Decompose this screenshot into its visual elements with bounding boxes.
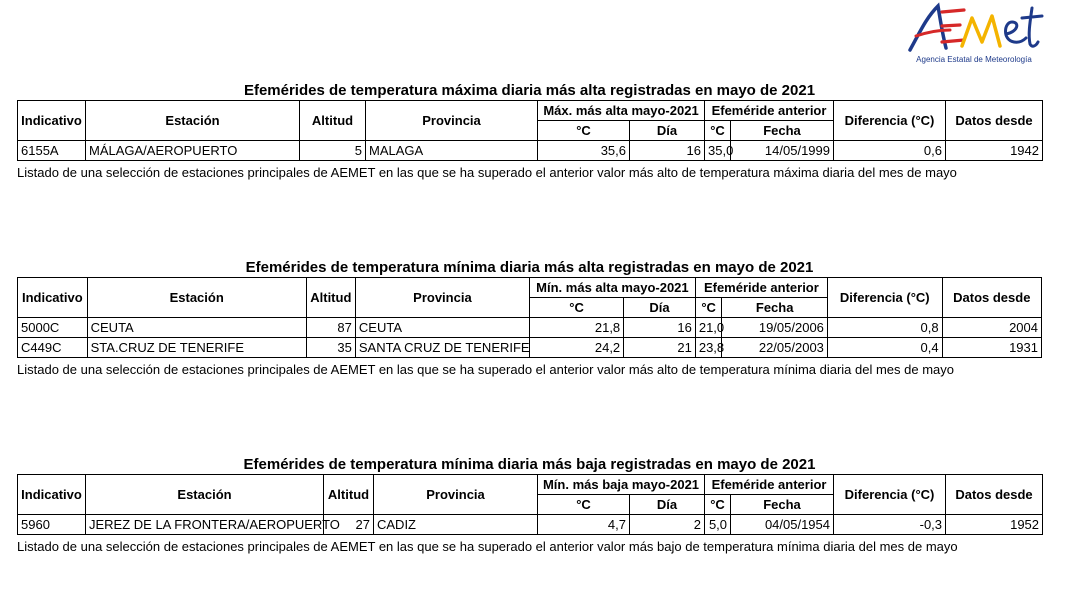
header-celsius-prev: °C	[695, 298, 722, 318]
header-dia: Día	[630, 121, 705, 141]
cell-altitud: 87	[306, 318, 355, 338]
cell-desde: 1952	[946, 515, 1043, 535]
header-datos-desde: Datos desde	[946, 101, 1043, 141]
header-celsius: °C	[538, 495, 630, 515]
cell-prev-fecha: 14/05/1999	[731, 141, 834, 161]
section-title: Efemérides de temperatura mínima diaria más baja registradas en mayo de 2021	[243, 456, 816, 473]
cell-provincia: CADIZ	[374, 515, 538, 535]
cell-dia: 2	[630, 515, 705, 535]
header-efemeride-anterior: Efeméride anterior	[705, 101, 834, 121]
cell-dia: 16	[624, 318, 696, 338]
header-provincia: Provincia	[374, 475, 538, 515]
section-title: Efemérides de temperatura mínima diaria más alta registradas en mayo de 2021	[245, 259, 814, 276]
header-diferencia: Diferencia (°C)	[827, 278, 942, 318]
table-row	[18, 141, 1043, 161]
header-celsius-prev: °C	[705, 121, 731, 141]
header-efemeride-anterior: Efeméride anterior	[705, 475, 834, 495]
header-indicativo: Indicativo	[18, 278, 88, 318]
header-efemeride-anterior: Efeméride anterior	[695, 278, 827, 298]
cell-dia: 21	[624, 338, 696, 358]
efemerides-table	[17, 100, 1043, 161]
section-note: Listado de una selección de estaciones principales de AEMET en las que se ha superado el anterior valor más bajo de temperatura mínima diaria del mes de mayo	[17, 539, 958, 554]
header-fecha: Fecha	[731, 495, 834, 515]
aemet-wordmark-logo	[906, 2, 1042, 54]
cell-temp: 21,8	[529, 318, 623, 338]
cell-prev-temp: 35,0	[705, 141, 731, 161]
section-note: Listado de una selección de estaciones principales de AEMET en las que se ha superado el anterior valor más alto de temperatura mínima diaria del mes de mayo	[17, 362, 955, 377]
section-note: Listado de una selección de estaciones principales de AEMET en las que se ha superado el anterior valor más alto de temperatura máxima diaria del mes de mayo	[17, 165, 957, 180]
cell-prev-temp: 23,8	[695, 338, 722, 358]
cell-diferencia: 0,8	[827, 318, 942, 338]
cell-temp: 4,7	[538, 515, 630, 535]
header-estacion: Estación	[86, 475, 324, 515]
header-indicativo: Indicativo	[18, 475, 86, 515]
header-estacion: Estación	[87, 278, 306, 318]
agency-name: Agencia Estatal de Meteorología	[916, 55, 1032, 64]
cell-diferencia: 0,6	[834, 141, 946, 161]
cell-prev-temp: 5,0	[705, 515, 731, 535]
section-max-temp	[17, 82, 1042, 183]
cell-provincia: SANTA CRUZ DE TENERIFE	[355, 338, 529, 358]
cell-indicativo: 5000C	[18, 318, 88, 338]
cell-desde: 1931	[942, 338, 1041, 358]
cell-estacion: STA.CRUZ DE TENERIFE	[87, 338, 306, 358]
cell-desde: 2004	[942, 318, 1041, 338]
header-fecha: Fecha	[731, 121, 834, 141]
cell-altitud: 5	[300, 141, 366, 161]
cell-prev-fecha: 22/05/2003	[722, 338, 827, 358]
header-dia: Día	[624, 298, 696, 318]
header-provincia: Provincia	[366, 101, 538, 141]
header-provincia: Provincia	[355, 278, 529, 318]
section-title: Efemérides de temperatura máxima diaria más alta registradas en mayo de 2021	[243, 82, 816, 99]
cell-dia: 16	[630, 141, 705, 161]
cell-indicativo: C449C	[18, 338, 88, 358]
cell-indicativo: 6155A	[18, 141, 86, 161]
header-celsius: °C	[538, 121, 630, 141]
table-row	[18, 338, 1042, 358]
efemerides-table	[17, 474, 1043, 535]
cell-indicativo: 5960	[18, 515, 86, 535]
header-fecha: Fecha	[722, 298, 827, 318]
header-indicativo: Indicativo	[18, 101, 86, 141]
header-altitud: Altitud	[306, 278, 355, 318]
section-min-temp-high	[17, 259, 1042, 380]
header-datos-desde: Datos desde	[942, 278, 1041, 318]
header-group-current: Máx. más alta mayo-2021	[538, 101, 705, 121]
cell-prev-fecha: 04/05/1954	[731, 515, 834, 535]
header-altitud: Altitud	[300, 101, 366, 141]
cell-prev-temp: 21,0	[695, 318, 722, 338]
cell-altitud: 27	[324, 515, 374, 535]
header-diferencia: Diferencia (°C)	[834, 475, 946, 515]
cell-estacion: CEUTA	[87, 318, 306, 338]
cell-estacion: MÁLAGA/AEROPUERTO	[86, 141, 300, 161]
cell-estacion: JEREZ DE LA FRONTERA/AEROPUERTO	[86, 515, 324, 535]
table-row	[18, 318, 1042, 338]
cell-desde: 1942	[946, 141, 1043, 161]
header-dia: Día	[630, 495, 705, 515]
cell-altitud: 35	[306, 338, 355, 358]
cell-prev-fecha: 19/05/2006	[722, 318, 827, 338]
aemet-logo	[904, 2, 1044, 68]
cell-diferencia: -0,3	[834, 515, 946, 535]
cell-temp: 35,6	[538, 141, 630, 161]
cell-temp: 24,2	[529, 338, 623, 358]
cell-provincia: CEUTA	[355, 318, 529, 338]
header-datos-desde: Datos desde	[946, 475, 1043, 515]
table-row	[18, 515, 1043, 535]
header-altitud: Altitud	[324, 475, 374, 515]
header-estacion: Estación	[86, 101, 300, 141]
header-celsius: °C	[529, 298, 623, 318]
efemerides-table	[17, 277, 1042, 358]
cell-provincia: MALAGA	[366, 141, 538, 161]
header-group-current: Mín. más alta mayo-2021	[529, 278, 695, 298]
header-group-current: Mín. más baja mayo-2021	[538, 475, 705, 495]
cell-diferencia: 0,4	[827, 338, 942, 358]
section-min-temp-low	[17, 456, 1042, 557]
header-diferencia: Diferencia (°C)	[834, 101, 946, 141]
header-celsius-prev: °C	[705, 495, 731, 515]
